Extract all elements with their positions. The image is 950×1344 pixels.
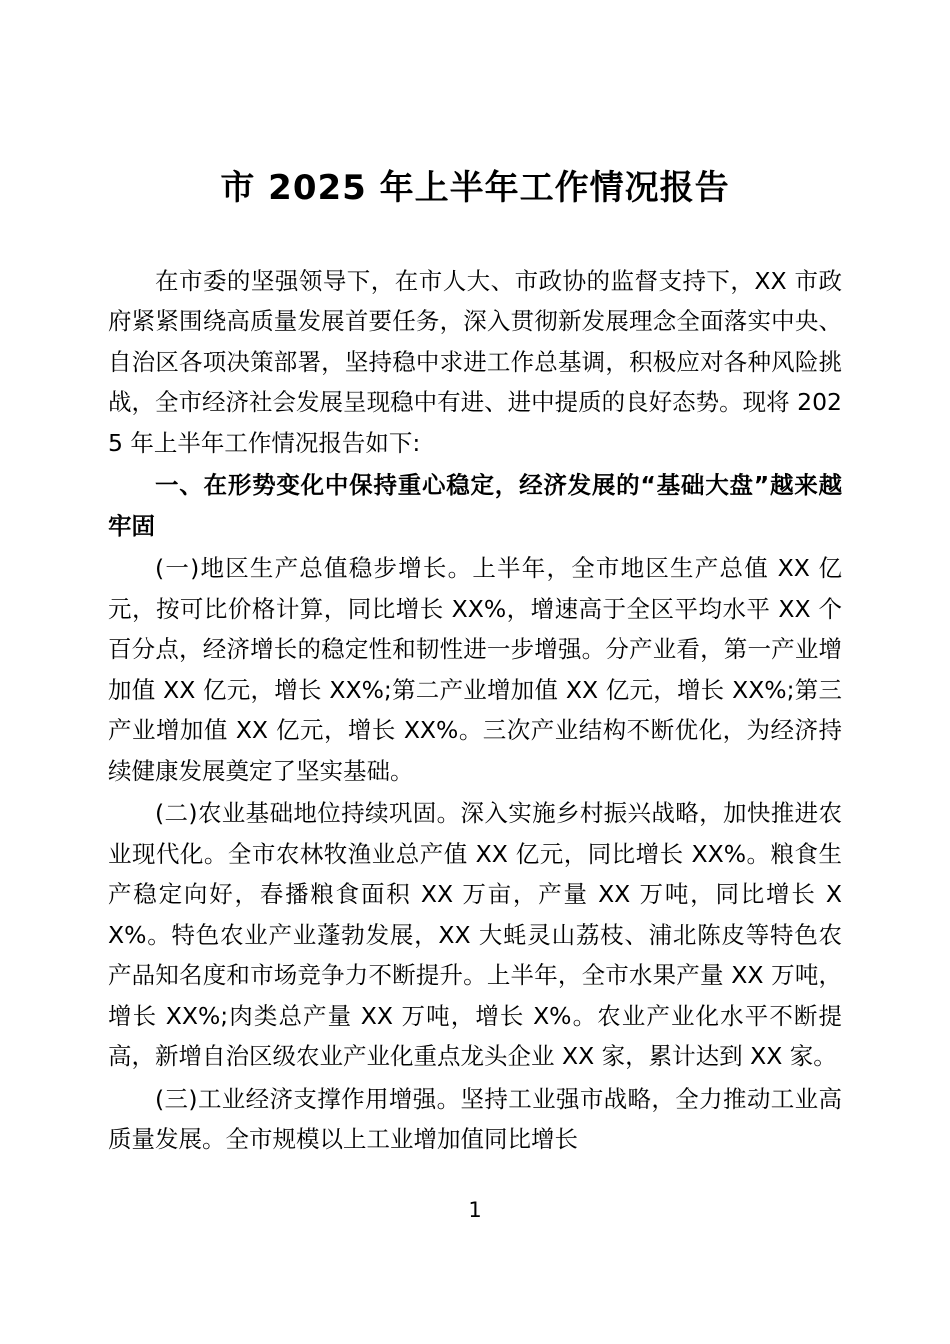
section-heading-one: 一、在形势变化中保持重心稳定，经济发展的“基础大盘”越来越牢固 xyxy=(108,471,842,540)
page-title: 市 2025 年上半年工作情况报告 xyxy=(220,168,730,208)
document-body xyxy=(108,261,842,1160)
page-number: 1 xyxy=(468,1198,482,1222)
paragraph-item-3: (三)工业经济支撑作用增强。坚持工业强市战略，全力推动工业高质量发展。全市规模以上工业增加值同比增长 xyxy=(108,1084,842,1154)
paragraph-intro: 在市委的坚强领导下，在市人大、市政协的监督支持下，XX 市政府紧紧围绕高质量发展首要任务，深入贯彻新发展理念全面落实中央、自治区各项决策部署，坚持稳中求进工作总基调，积极应对各种风险挑战，全市经济社会发展呈现稳中有进、进中提质的良好态势。现将 2025 年上半年工作情况报告如下: xyxy=(108,266,842,457)
paragraph-item-1: (一)地区生产总值稳步增长。上半年，全市地区生产总值 XX 亿元，按可比价格计算，同比增长 XX%，增速高于全区平均水平 XX 个百分点，经济增长的稳定性和韧性进一步增强。分产业看，第一产业增加值 XX 亿元，增长 XX%;第二产业增加值 XX 亿元，增长 XX%;第三产业增加值 XX 亿元，增长 XX%。三次产业结构不断优化，为经济持续健康发展奠定了坚实基础。 xyxy=(108,554,842,785)
paragraph-item-2: (二)农业基础地位持续巩固。深入实施乡村振兴战略，加快推进农业现代化。全市农林牧渔业总产值 XX 亿元，同比增长 XX%。粮食生产稳定向好，春播粮食面积 XX 万亩，产量 XX 万吨，同比增长 XX%。特色农业产业蓬勃发展，XX 大蚝灵山荔枝、浦北陈皮等特色农产品知名度和市场竞争力不断提升。上半年，全市水果产量 XX 万吨，增长 XX%;肉类总产量 XX 万吨，增长 X%。农业产业化水平不断提高，新增自治区级农业产业化重点龙头企业 XX 家，累计达到 XX 家。 xyxy=(108,799,842,1071)
